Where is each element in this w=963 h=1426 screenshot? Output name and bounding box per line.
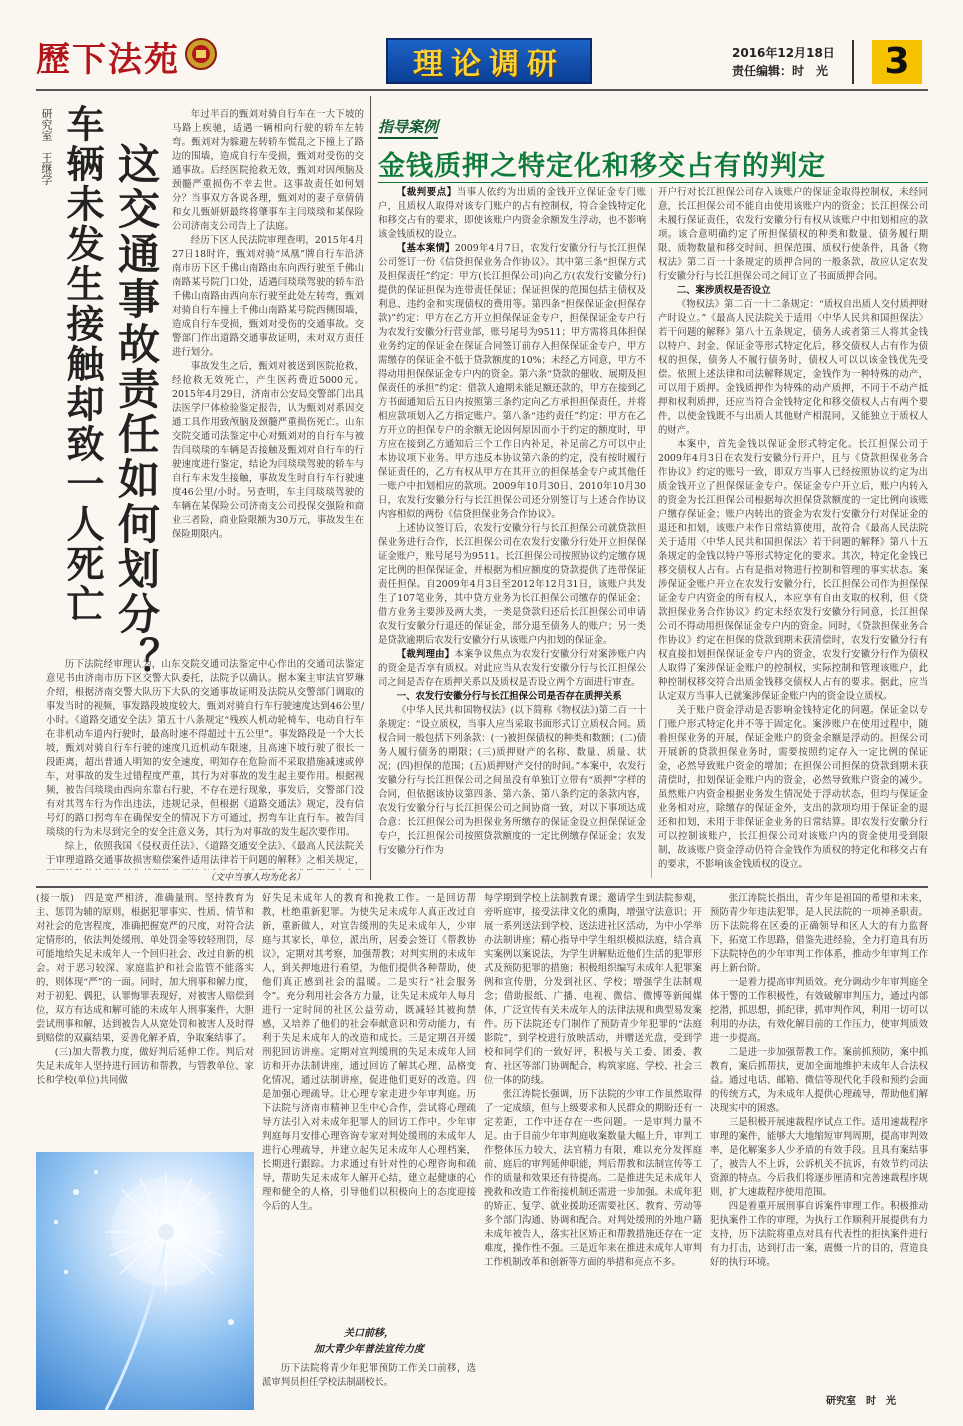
article3-paragraph: (三)加大帮教力度，做好判后延伸工作。判后对失足未成年人坚持进行回访和帮教，与管教单位、家长和学校(单位)共同做 xyxy=(36,1047,254,1086)
article3-column-1 xyxy=(36,892,254,1148)
masthead-logo xyxy=(36,36,218,80)
dandelion-illustration xyxy=(36,1152,254,1410)
article2-paragraph: 《物权法》第二百一十二条规定：“质权自出质人交付质押财产时设立。”《最高人民法院关于适用〈中华人民共和国担保法〉若干问题的解释》第八十五条规定，债务人或者第三人将其金钱以特户、封金、保证金等形式特定化后，移交债权人占有作为债权的担保，债务人不履行债务时，债权人可以以该金钱优先受偿。依照上述法律和司法解释规定，金钱作为一种特殊的动产，可以用于质押。金钱质押作为特殊的动产质押，不同于不动产抵押和权利质押，还应当符合金钱特定化和移交债权人占有两个要件，以使金钱既不与出质人其他财产相混同，又能独立于质权人的财产。 xyxy=(658,299,928,436)
article-traffic-accident xyxy=(36,96,364,884)
ruling-reason-label: 【裁判理由】 xyxy=(396,649,455,660)
article2-column-2 xyxy=(658,186,928,880)
article3-byline: 研究室 时 光 xyxy=(826,1396,896,1407)
article3-paragraph: 一是着力提高审判质效。充分调动少年审判庭全体干警的工作积极性，有效破解审判压力，通过内部挖潜，抓思想，抓纪律，抓审判作风，利用一切可以利用的办法，有效化解目前的工作压力，使审判质效进一步提高。 xyxy=(710,977,928,1044)
dandelion-photo xyxy=(36,1152,254,1410)
logo-text: 歷下法苑 xyxy=(36,39,180,80)
editor-name: 时 光 xyxy=(792,64,829,78)
ruling-reason-text: 本案争议焦点为农发行安徽分行对案涉账户内的资金是否享有质权。对此应当从农发行安徽分行与长江担保公司之间是否存在质押关系以及质权是否设立两个方面进行审查。 xyxy=(378,649,646,688)
article3-column-2 xyxy=(262,892,476,1324)
editor-line xyxy=(732,62,828,79)
article3-column-4 xyxy=(710,892,928,1390)
byline-wang: 研究室 王继学 xyxy=(40,108,53,185)
article3-paragraph: 三是积极开展速裁程序试点工作。适用速裁程序审理的案件，能够大大地缩短审判周期，提高审判效率，是化解案多人少矛盾的有效手段。且具有案结事了，被告人不上诉，公诉机关不抗诉，有效节约司法资源的特点。今后我们将逐步厘清和完善速裁程序规则，扩大速裁程序使用范围。 xyxy=(710,1117,928,1198)
article3-column-3 xyxy=(484,892,702,1408)
article3-paragraph: 好失足未成年人的教育和挽救工作。一是回访帮教，杜绝重新犯罪。为使失足未成年人真正改过自新，重新做人，对宣告缓刑的失足未成年人，少审庭与其家长，单位，派出所，居委会签订《帮教协议》，定期对其考察，加强帮教；对判实刑的未成年人，到关押地进行看望，为他们提供各种帮助，使他们真正感到社会的温暖。二是实行“社会服务令”。充分利用社会各方力量，让失足未成年人每月进行一定时间的社区公益劳动，既减轻其被拘禁感，又培养了他们的社会奉献意识和劳动能力，有利于失足未成年人的改造和成长。三是定期召开缓刑犯回访讲座。定期对宣判缓刑的失足未成年人回访和开办法制讲座，通过回访了解其心理、品格变化情况，通过法制讲座，促进他们更好的改造。四是加强心理疏导。让心理专家走进少年审判庭。历下法院与济南市精神卫生中心合作，尝试将心理疏导方法引入对未成年犯罪人的回访工作中。少年审判庭每月安排心理咨询专家对判处缓刑的未成年人进行心理疏导，并建立起失足未成年人心理档案，长期进行跟踪。力求通过有针对性的心理咨询和疏导，帮助失足未成年人解开心结，建立起健康的心理和健全的人格，引导他们以积极向上的态度迎接今后的人生。 xyxy=(262,893,476,1212)
basic-facts-text: 2009年4月7日，农发行安徽分行与长江担保公司签订一份《信贷担保业务合作协议》。其中第三条“担保方式及担保责任”约定：甲方(长江担保公司)向乙方(农发行安徽分行)提供的保证担保为连带责任保证；保证担保的范围包括主债权及利息、违约金和实现债权的费用等。第四条“担保保证金(担保存款)”约定：甲方在乙方开立担保保证金专户，担保保证金专户行为农发行安徽分行营业部，账号尾号为9511；甲方需将具体担保业务约定的保证金在保证合同签订前存入担保保证金专户，甲方需缴存的保证金不低于贷款额度的10%；未经乙方同意，甲方不得动用担保保证金专户内的资金。第六条“贷款的催收、展期及担保责任的承担”约定：借款人逾期未能足额还款的，甲方在接到乙方书面通知后五日内按照第三条约定向乙方承担担保责任，并将相应款项划入乙方指定账户。第八条“违约责任”约定：甲方在乙方开立的担保专户的余额无论因何原因而小于约定的额度时，甲方应在接到乙方通知后三个工作日内补足，补足前乙方可以中止本协议项下业务。甲方违反本协议第六条的约定，没有按时履行保证责任的，乙方有权从甲方在其开立的担保基金专户或其他任一账户中扣划相应的款项。2009年10月30日、2010年10月30日，农发行安徽分行与长江担保公司还分别签订与上述合作协议内容相似的两份《信贷担保业务合作协议》。 xyxy=(378,243,646,520)
ruling-reason xyxy=(378,648,646,690)
section-heading-2: 二、案涉质权是否设立 xyxy=(676,285,771,296)
article3-column-2b xyxy=(262,1362,476,1408)
article2-paragraph: 上述协议签订后，农发行安徽分行与长江担保公司就贷款担保业务进行合作，长江担保公司在农发行安徽分行处开立担保保证金账户，账号尾号为9511。长江担保公司按照协议约定缴存规定比例的担保保证金，并根据为相应额度的贷款提供了连带保证责任担保。自2009年4月3日至2012年12月31日，该账户共发生了107笔业务，其中贷方业务为长江担保公司缴存的保证金；借方业务主要涉及两大类，一类是贷款归还后长江担保公司申请农发行安徽分行退还的保证金，部分退至债务人的账户；另一类是贷款逾期后农发行安徽分行从该账户内扣划的保证金。 xyxy=(378,523,646,646)
article3-paragraph: 四是着重开展刑事自诉案件审理工作。积极推动犯执案件工作的审理，为执行工作顺利开展提供有力支持，历下法院将重点对具有代表性的拒执案件进行有力打击，达到打击一案，震慑一片的目的，营造良好的执行环境。 xyxy=(710,1201,928,1268)
basic-facts-label: 【基本案情】 xyxy=(396,243,455,254)
ruling-point-label: 【裁判要点】 xyxy=(396,187,457,198)
page-number: 3 xyxy=(872,40,922,84)
article1-lower-column xyxy=(46,658,364,870)
basic-facts xyxy=(378,242,646,522)
article3-paragraph: 张江涛院长指出，青少年是祖国的希望和未来，预防青少年违法犯罪，是人民法院的一项神圣职责。历下法院将在区委的正确领导和区人大的有力监督下，拓宽工作思路，借鉴先进经验，全力打造具有历下法院特色的少年审判工作体系，推动少年审判工作再上新台阶。 xyxy=(710,893,928,974)
article3-paragraph: 二是进一步加强帮教工作。案前抓预防，案中抓教育，案后抓帮扶，更加全面地维护未成年人合法权益。通过电话、邮箱、微信等现代化手段和预约会面的传统方式，为未成年人提供心理疏导，帮助他们解决现实中的困惑。 xyxy=(710,1047,928,1114)
article-title: 这交通事故责任如何划分？ xyxy=(112,142,161,682)
issue-date: 2016年12月18日 xyxy=(732,46,835,60)
guiding-case-tag xyxy=(378,116,438,139)
subhead-line-1: 关口前移， xyxy=(344,1328,394,1339)
article1-paragraph: 综上，依照我国《侵权责任法》、《道路交通安全法》、《最高人民法院关于审理道路交通事故损害赔偿案件适用法律若干问题的解释》之相关规定， xyxy=(46,841,364,866)
article1-upper-column xyxy=(172,108,364,656)
article2-paragraph: 《中华人民共和国物权法》(以下简称《物权法》)第二百一十条规定：“设立质权，当事人应当采取书面形式订立质权合同。质权合同一般包括下列条款：(一)被担保债权的种类和数额；(二)债务人履行债务的期限；(三)质押财产的名称、数量、质量、状况；(四)担保的范围；(五)质押财产交付的时间。”本案中，农发行安徽分行与长江担保公司之间虽没有单独订立带有“质押”字样的合同，但依据该协议第四条、第六条、第八条约定的条款内容，农发行安徽分行与长江担保公司之间协商一致，对以下事项达成合意：长江担保公司为担保业务所缴存的保证金设立担保保证金专户，长江担保公司按照贷款额度的一定比例缴存保证金；农发行安徽分行作为 xyxy=(378,705,646,856)
article1-paragraph: 经历下区人民法院审理查明，2015年4月27日18时许，甄刘对骑“凤凰”牌自行车沿济南市历下区千佛山南路由东向西行驶至千佛山南路某号院门口处，适遇闫琰琰驾驶的轿车沿千佛山南路由西向东行驶至此处左转弯，甄刘对骑自行车撞上千佛山南路某号院西侧围墙，造成自行车受损，甄刘对受伤的交通事故。交警部门作出道路交通事故证明，未对双方责任进行划分。 xyxy=(172,235,364,358)
article-money-pledge xyxy=(378,96,928,884)
section-heading-1: 一、农发行安徽分行与长江担保公司是否存在质押关系 xyxy=(396,691,622,702)
ruling-point xyxy=(378,186,646,242)
article-juvenile-trial xyxy=(36,892,928,1412)
article2-paragraph: 本案中，首先金钱以保证金形式特定化。长江担保公司于2009年4月3日在农发行安徽分行开户，且与《贷款担保业务合作协议》约定的账号一致，即双方当事人已经按照协议约定为出质金钱开立了担保保证金专户。保证金专户开立后，账户内转入的资金为长江担保公司根据每次担保贷款额度的一定比例向该账户缴存保证金；账户内转出的资金为农发行安徽分行对保证金的退还和扣划，该账户未作日常结算使用，故符合《最高人民法院关于适用〈中华人民共和国担保法〉若干问题的解释》第八十五条规定的金钱以特户等形式特定化的要求。其次，特定化金钱已移交债权人占有。占有是指对物进行控制和管理的事实状态。案涉保证金账户开立在农发行安徽分行，长江担保公司作为担保保证金专户内资金的所有权人，本应享有自由支取的权利，但《贷款担保业务合作协议》约定未经农发行安徽分行同意，长江担保公司不得动用担保保证金专户内的资金。同时，《贷款担保业务合作协议》约定在担保的贷款到期未获清偿时，农发行安徽分行有权直接扣划担保保证金专户内的资金，农发行安徽分行作为债权人取得了案涉保证金账户的控制权，实际控制和管理该账户，此种控制权移交符合出质金钱移交债权人占有的要求。据此，应当认定双方当事人已就案涉保证金账户内的资金设立质权。 xyxy=(658,439,928,702)
article3-paragraph: 张江涛院长强调，历下法院的少审工作虽然取得了一定成绩，但与上级要求和人民群众的期盼还有一定差距，工作中还存在一些问题。一是审判力量不足。由于目前少年审判庭收案数量大幅上升，审判工作整体压力较大，法官精力有限，难以充分发挥庭前、庭后的审判延伸职能，判后帮教和法制宣传等工作的质量和效果还有待提高。二是推进失足未成年人挽救和改造工作衔接机制还需进一步加强。未成年犯的矫正、复学、就业援助还需要社区、教育、劳动等多个部门沟通、协调和配合。对判处缓刑的外地户籍未成年被告人，落实社区矫正和帮教措施还存在一定难度，操作性不强。三是近年来在推进未成年人审判工作机制改革和创新等方面的举措和亮点不多。 xyxy=(484,1089,702,1268)
masthead xyxy=(0,0,963,88)
article3-paragraph: 历下法院将青少年犯罪预防工作关口前移，选派审判员担任学校法制副校长。 xyxy=(262,1363,476,1388)
subhead-line-2: 加大青少年普法宣传力度 xyxy=(314,1344,424,1355)
article1-paragraph: 历下法院经审理认为，山东交院交通司法鉴定中心作出的交通司法鉴定意见书由济南市历下区交警大队委托，法院予以确认。据本案主审法官罗琳介绍，根据济南交警大队历下大队的交通事故证明及法院从交警部门调取的事发当时的视频，事发路段坡度较大，甄刘对骑自行车行驶速度达到46公里/小时。《道路交通安全法》第五十八条规定“残疾人机动轮椅车、电动自行车在非机动车道内行驶时，最高时速不得超过十五公里”。事发路段是一个大长坡，甄刘对骑自行车行驶的速度几近机动车限速，且高速下坡行驶了很长一段距离，超出普通人明知的安全速度，明知存在危险而不采取措施减速或停车，对事故的发生过错程度严重，其行为对事故的发生起主要作用。根据视频，被告闫琰琰由西向东靠右行驶，不存在逆行现象，事发后，交警部门没有对其驾车行为作出违法，违规记录，但根据《道路交通法》规定，没有信号灯的路口拐弯车在确保安全的情况下方可通过，拐弯车让直行车。被告闫琰琰的行为未尽到完全的安全注意义务，其行为对事故的发生起次要作用。 xyxy=(46,659,364,838)
editor-label: 责任编辑： xyxy=(732,64,793,78)
article2-paragraph: 关于账户资金浮动是否影响金钱特定化的问题。保证金以专门账户形式特定化并不等于固定化。案涉账户在使用过程中，随着担保业务的开展，保证金账户的资金余额是浮动的。担保公司开展新的贷款担保业务时，需要按照约定存入一定比例的保证金，必然导致账户资金的增加；在担保公司担保的贷款到期未获清偿时，扣划保证金账户内的资金，必然导致账户资金的减少。虽然账户内资金根据业务发生情况处于浮动状态，但均与保证金业务相对应，除缴存的保证金外，支出的款项均用于保证金的退还和扣划，未用于非保证金业务的日常结算。即农发行安徽分行可以控制该账户，长江担保公司对该账户内的资金使用受到限制，故该账户资金浮动仍符合金钱作为质权的特定化和移交占有的要求，不影响该金钱质权的设立。 xyxy=(658,705,928,870)
article1-paragraph: 年过半百的甄刘对骑自行车在一大下坡的马路上疾驰，适遇一辆相向行驶的轿车左转弯。甄刘对为躲避左转轿车慌乱之下撞上了路边的围墙，造成自行车受损，甄刘对受伤的交通事故。后经医院抢救无效，甄刘对因颅脑及颈髓严重损伤不幸去世。这事故责任如何划分？当事双方各说各理，甄刘对的妻子章倩倩和女儿甄妍妍最终将肇事车主闫琰琰和某保险公司济南支公司告上了法庭。 xyxy=(172,109,364,232)
section-banner xyxy=(386,38,592,84)
article3-paragraph: 每学期到学校上法制教育课；邀请学生到法院参观，旁听庭审，接受法律文化的熏陶，增强守法意识；开展一系列送法到学校、送法进社区活动，为中小学举办法制讲座；精心指导中学生组织模拟法庭，结合真实案例以案说法，为学生讲解贴近他们生活的犯罪形式及预防犯罪的措施；积极组织编写未成年人犯罪案例和宣传册，分发到社区、学校；增强学生法制观念；借助报纸、广播、电视、微信、微博等新闻媒体，广泛宣传有关未成年人的法律法规和典型易发案件。历下法院还专门制作了预防青少年犯罪的“法庭影院”，到学校进行放映活动，并赠送光盘，受到学校和同学们的一致好评，积极与关工委、团委、教育、社区等部门协调配合，构筑家庭、学校、社会三位一体的防线。 xyxy=(484,893,702,1086)
article2-paragraph: 开户行对长江担保公司存入该账户的保证金取得控制权，未经同意，长江担保公司不能自由使用该账户内的资金；长江担保公司未履行保证责任，农发行安徽分行有权从该账户中扣划相应的款项。该合意明确约定了所担保债权的种类和数量、债务履行期限、质物数量和移交时间、担保范围、质权行使条件，具备《物权法》第二百一十条规定的质押合同的一般条款，故应认定农发行安徽分行与长江担保公司之间订立了书面质押合同。 xyxy=(658,187,928,282)
ruling-point-text: 当事人依约为出质的金钱开立保证金专门账户，且质权人取得对该专门账户的占有控制权，符合金钱特定化和移交占有的要求，即使该账户内资金余额发生浮动，也不影响该金钱质权的设立。 xyxy=(378,187,646,240)
subhead-caption xyxy=(262,1326,476,1358)
article2-title: 金钱质押之特定化和移交占有的判定 xyxy=(378,151,826,182)
guiding-case-label: 指导案例 xyxy=(378,116,438,139)
section-title: 理论调研 xyxy=(413,47,565,82)
article-subtitle: 车辆未发生接触却致一人死亡 xyxy=(60,104,105,624)
article1-note: （文中当事人均为化名） xyxy=(206,873,306,883)
court-emblem-icon xyxy=(184,36,218,76)
article2-column-1 xyxy=(378,186,646,880)
article1-paragraph: 事故发生之后，甄刘对被送到医院抢救，经抢救无效死亡，产生医药费近5000元。2015年4月29日，济南市公安局交警部门出具法医学尸体检验鉴定报告，认为甄刘对系因交通工具作用致颅脑及颈髓严重损伤死亡。山东交院交通司法鉴定中心对甄刘对的自行车与被告闫琰琰的车辆是否接触及甄刘对自行车的行驶速度进行鉴定，结论为闫琰琰驾驶的轿车与自行车未发生接触，事故发生时自行车行驶速度46公里/小时。另查明，车主闫琰琰驾驶的车辆在某保险公司济南支公司投保交强险和商业三者险，商业险限额为30万元，事故发生在保险期限内。 xyxy=(172,361,364,540)
article3-paragraph: (接一版) 四是宽严相济，准确量刑。坚持教育为主、惩罚为辅的原则，根据犯罪事实、性质、情节和对社会的危害程度，准确把握宽严的尺度，对符合法定情形的，依法判处缓刑、单处罚金等较轻刑罚，尽可能地给失足未成年人一个回归社会、改过自新的机会。对于恶习较深、家庭监护和社会监管不能落实的，则体现“严”的一面。同时，加大刑事和解力度，对于初犯、偶犯，认罪悔罪表现好，对被害人赔偿到位，双方有达成和解可能的未成年人刑事案件，大胆尝试刑事和解，达到被告人从宽处罚和被害人及时得到赔偿的双赢结果，妥善化解矛盾，争取案结事了。 xyxy=(36,893,254,1044)
